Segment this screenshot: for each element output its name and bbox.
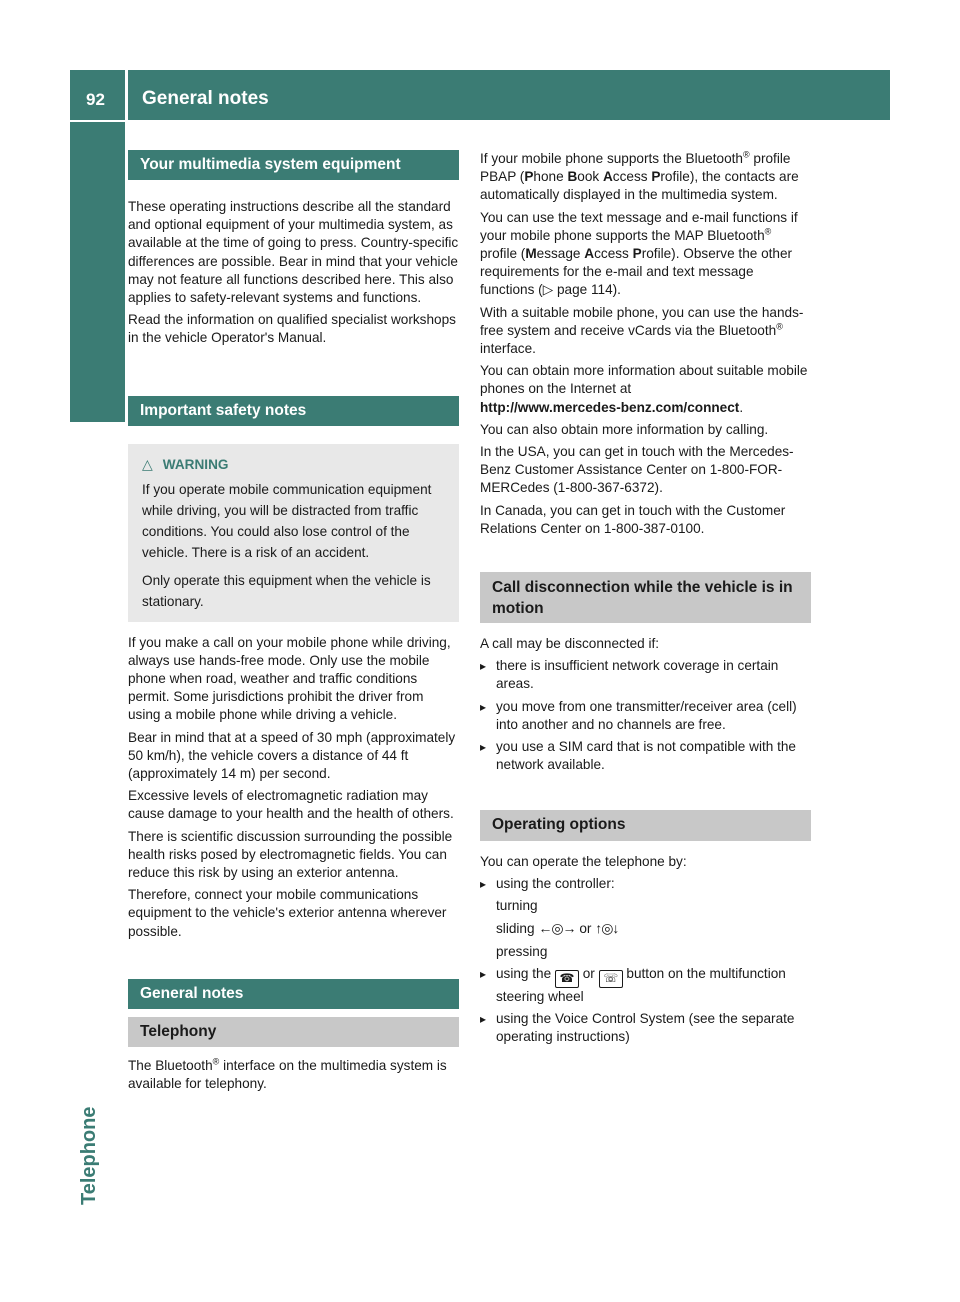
side-tab-label-text: Telephone xyxy=(78,1106,100,1205)
paragraph-pbap: If your mobile phone supports the Bluetooth® profile PBAP (Phone Book Access Profile), the contacts are automatically displayed in the multimedia system. xyxy=(480,149,799,203)
paragraph: There is scientific discussion surrounding the possible health risks posed by electromagnetic fields. You can reduce this risk by using an exterior antenna. xyxy=(128,828,453,881)
warning-triangle-icon: △ xyxy=(142,455,153,472)
section-heading-equipment: Your multimedia system equipment xyxy=(128,150,459,180)
paragraph: Read the information on qualified specialist workshops in the vehicle Operator's Manual. xyxy=(128,312,456,346)
warning-box xyxy=(128,444,459,622)
side-tab xyxy=(70,122,125,422)
list-item: ▸ you move from one transmitter/receiver area (cell) into another and no channels are free. xyxy=(480,698,811,734)
warning-title xyxy=(142,454,449,475)
controller-slide-vertical-icon: ↑◎↓ xyxy=(595,920,619,937)
controller-slide-horizontal-icon: ←◎→ xyxy=(538,920,576,937)
paragraph: Excessive levels of electromagnetic radiation may cause damage to your health and the health of others. xyxy=(128,788,454,822)
paragraph: In the USA, you can get in touch with the Mercedes-Benz Customer Assistance Center on 1-800-FOR-MERCedes (1-800-367-6372). xyxy=(480,444,794,496)
paragraph-internet: You can obtain more information about suitable mobile phones on the Internet at http://www.mercedes-benz.com/connect. xyxy=(480,363,808,415)
list-item: ▸ using the Voice Control System (see the separate operating instructions) xyxy=(480,1010,811,1046)
list-item: ▸ there is insufficient network coverage in certain areas. xyxy=(480,657,811,693)
side-tab-label xyxy=(78,1045,118,1205)
section-heading-operating: Operating options xyxy=(480,810,811,840)
paragraph-bluetooth: The Bluetooth® interface on the multimedia system is available for telephony. xyxy=(128,1056,447,1092)
sub-item: pressing xyxy=(496,943,548,959)
paragraph-vcard: With a suitable mobile phone, you can use the hands-free system and receive vCards via the Bluetooth® interface. xyxy=(480,304,804,357)
warning-text: If you operate mobile communication equipment while driving, you will be distracted from traffic conditions. You could also lose control of the vehicle. There is a risk of an accident. xyxy=(142,481,432,560)
list-item: ▸ using the controller: xyxy=(480,875,811,893)
paragraph: Therefore, connect your mobile communications equipment to the vehicle's exterior antenna wherever possible. xyxy=(128,887,447,939)
disconnect-list xyxy=(480,657,811,774)
sub-item-sliding: sliding ←◎→ or ↑◎↓ xyxy=(496,920,619,937)
warning-title-text: WARNING xyxy=(162,456,229,472)
section-heading-general: General notes xyxy=(128,979,459,1009)
page-title: General notes xyxy=(128,70,890,120)
page-reference-arrow-icon: ▷ xyxy=(542,282,554,298)
paragraph: You can also obtain more information by calling. xyxy=(480,421,769,437)
left-column xyxy=(128,150,459,1097)
phone-accept-icon: ☎ xyxy=(555,970,579,988)
paragraph: Bear in mind that at a speed of 30 mph (approximately 50 km/h), the vehicle covers a distance of 44 ft (approximately 14 m) per second. xyxy=(128,729,456,782)
sub-item: turning xyxy=(496,898,538,914)
website-link[interactable]: http://www.mercedes-benz.com/connect xyxy=(480,399,740,415)
warning-text: Only operate this equipment when the vehicle is stationary. xyxy=(142,572,431,609)
paragraph: A call may be disconnected if: xyxy=(480,636,660,652)
list-item: ▸ you use a SIM card that is not compatible with the network available. xyxy=(480,738,811,774)
section-heading-disconnect: Call disconnection while the vehicle is in motion xyxy=(480,572,811,623)
section-heading-safety: Important safety notes xyxy=(128,396,459,426)
phone-end-icon: ☏ xyxy=(599,970,623,988)
page-number: 92 xyxy=(70,70,125,120)
paragraph: You can operate the telephone by: xyxy=(480,853,687,869)
paragraph: In Canada, you can get in touch with the Customer Relations Center on 1-800-387-0100. xyxy=(480,502,786,536)
right-column xyxy=(480,150,811,1050)
sub-heading-telephony: Telephony xyxy=(128,1017,459,1047)
paragraph: If you make a call on your mobile phone while driving, always use hands-free mode. Only use the mobile phone when road, weather and traffic conditions permit. Some jurisdictions prohibit the driver from using a mobile phone while driving a vehicle. xyxy=(128,634,451,723)
list-item: ▸ using the ☎ or ☏ button on the multifunction steering wheel xyxy=(480,965,811,1006)
paragraph: These operating instructions describe all the standard and optional equipment of your multimedia system, as available at the time of going to press. Country-specific differences are possible. Bear in mind that your vehicle may not feature all functions described here. This also applies to safety-relevant systems and functions. xyxy=(128,199,459,306)
operating-list xyxy=(480,875,811,1046)
paragraph-map: You can use the text message and e-mail functions if your mobile phone supports the MAP Bluetooth® profile (Message Access Profile). Observe the other requirements for the e-mail and text message functions (▷ page 114). xyxy=(480,209,798,298)
